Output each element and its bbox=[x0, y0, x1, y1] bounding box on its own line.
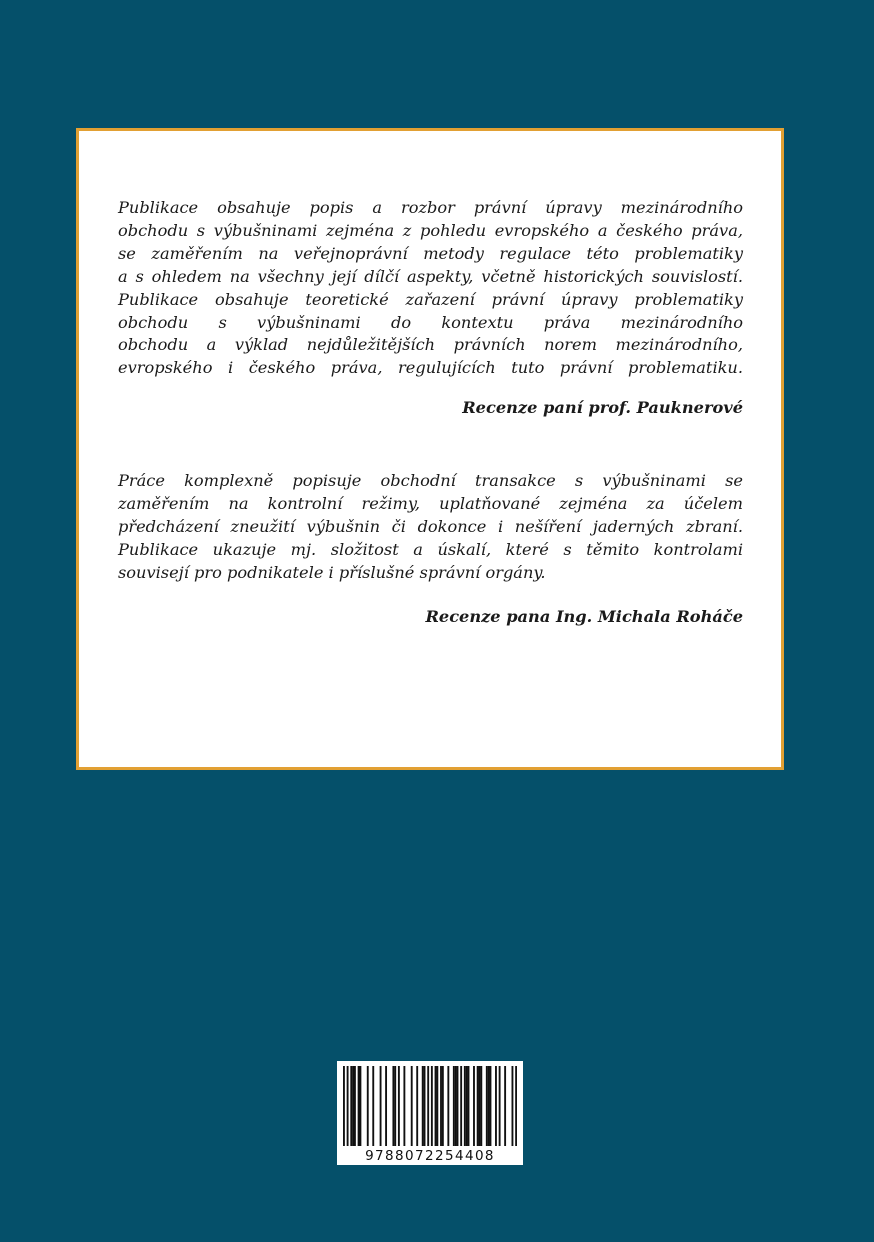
barcode-bar bbox=[359, 1066, 361, 1146]
review-signature-2: Recenze pana Ing. Michala Roháče bbox=[425, 606, 743, 626]
barcode-bar bbox=[453, 1066, 455, 1146]
barcode-bar bbox=[352, 1066, 354, 1146]
barcode-bar bbox=[427, 1066, 429, 1146]
barcode-bar bbox=[480, 1066, 482, 1146]
barcode-bar bbox=[473, 1066, 475, 1146]
review-2-line: souvisejí pro podnikatele i příslušné správní orgány. bbox=[118, 562, 546, 582]
barcode-bar bbox=[479, 1066, 481, 1146]
barcode-bar bbox=[385, 1066, 387, 1146]
barcode-bar bbox=[486, 1066, 488, 1146]
barcode-bar bbox=[394, 1066, 396, 1146]
barcode-bar bbox=[512, 1066, 514, 1146]
barcode-bar bbox=[466, 1066, 468, 1146]
review-1-line: Publikace obsahuje teoretické zařazení právní úpravy problematiky bbox=[118, 289, 743, 309]
review-panel bbox=[76, 128, 784, 770]
review-text-1 bbox=[118, 197, 743, 380]
review-1-line: evropského i českého práva, regulujících tuto právní problematiku. bbox=[118, 358, 743, 378]
barcode-bar bbox=[398, 1066, 400, 1146]
barcode-bar bbox=[440, 1066, 442, 1146]
barcode-bar bbox=[442, 1066, 444, 1146]
barcode-bar bbox=[431, 1066, 433, 1146]
barcode-bar bbox=[436, 1066, 438, 1146]
isbn-barcode bbox=[337, 1061, 523, 1165]
barcode-bar bbox=[468, 1066, 470, 1146]
review-2-line: předcházení zneužití výbušnin či dokonce i nešíření jaderných zbraní. bbox=[118, 517, 743, 537]
barcode-bar bbox=[392, 1066, 394, 1146]
review-1-line: a s ohledem na všechny její dílčí aspekty, včetně historických souvislostí. bbox=[118, 266, 743, 286]
review-2-line: Publikace ukazuje mj. složitost a úskalí, které s těmito kontrolami bbox=[118, 539, 743, 559]
barcode-bar bbox=[380, 1066, 382, 1146]
review-1-line: obchodu s výbušninami do kontextu práva mezinárodního bbox=[118, 312, 743, 332]
review-2-line: zaměřením na kontrolní režimy, uplatňované zejména za účelem bbox=[118, 494, 743, 514]
barcode-bar bbox=[403, 1066, 405, 1146]
barcode-bar bbox=[358, 1066, 360, 1146]
barcode-bar bbox=[499, 1066, 501, 1146]
barcode-bar bbox=[347, 1066, 349, 1146]
barcode-bar bbox=[422, 1066, 424, 1146]
barcode-bar bbox=[447, 1066, 449, 1146]
barcode-number: 9788072254408 bbox=[365, 1148, 495, 1164]
barcode-bar bbox=[495, 1066, 497, 1146]
barcode-bar bbox=[490, 1066, 492, 1146]
barcode-bar bbox=[350, 1066, 352, 1146]
barcode-bar bbox=[477, 1066, 479, 1146]
barcode-bar bbox=[488, 1066, 490, 1146]
barcode-bar bbox=[435, 1066, 437, 1146]
barcode-bar bbox=[411, 1066, 413, 1146]
barcode-bar bbox=[343, 1066, 345, 1146]
review-2-line: Práce komplexně popisuje obchodní transakce s výbušninami se bbox=[118, 471, 743, 491]
review-1-line: obchodu s výbušninami zejména z pohledu evropského a českého práva, bbox=[118, 220, 743, 240]
barcode-bar bbox=[416, 1066, 418, 1146]
barcode-bar bbox=[354, 1066, 356, 1146]
review-signature-1: Recenze paní prof. Pauknerové bbox=[462, 398, 743, 418]
barcode-bar bbox=[367, 1066, 369, 1146]
barcode-bar bbox=[460, 1066, 462, 1146]
barcode-bar bbox=[372, 1066, 374, 1146]
barcode-bar bbox=[515, 1066, 517, 1146]
review-text-2 bbox=[118, 470, 743, 585]
barcode-bar bbox=[424, 1066, 426, 1146]
barcode-bar bbox=[457, 1066, 459, 1146]
barcode-bar bbox=[464, 1066, 466, 1146]
review-1-line: se zaměřením na veřejnoprávní metody regulace této problematiky bbox=[118, 243, 743, 263]
barcode-bar bbox=[455, 1066, 457, 1146]
barcode-bar bbox=[504, 1066, 506, 1146]
review-1-line: obchodu a výklad nejdůležitějších právních norem mezinárodního, bbox=[118, 335, 743, 355]
review-1-line: Publikace obsahuje popis a rozbor právní úpravy mezinárodního bbox=[118, 198, 743, 217]
barcode-bars bbox=[343, 1066, 517, 1146]
